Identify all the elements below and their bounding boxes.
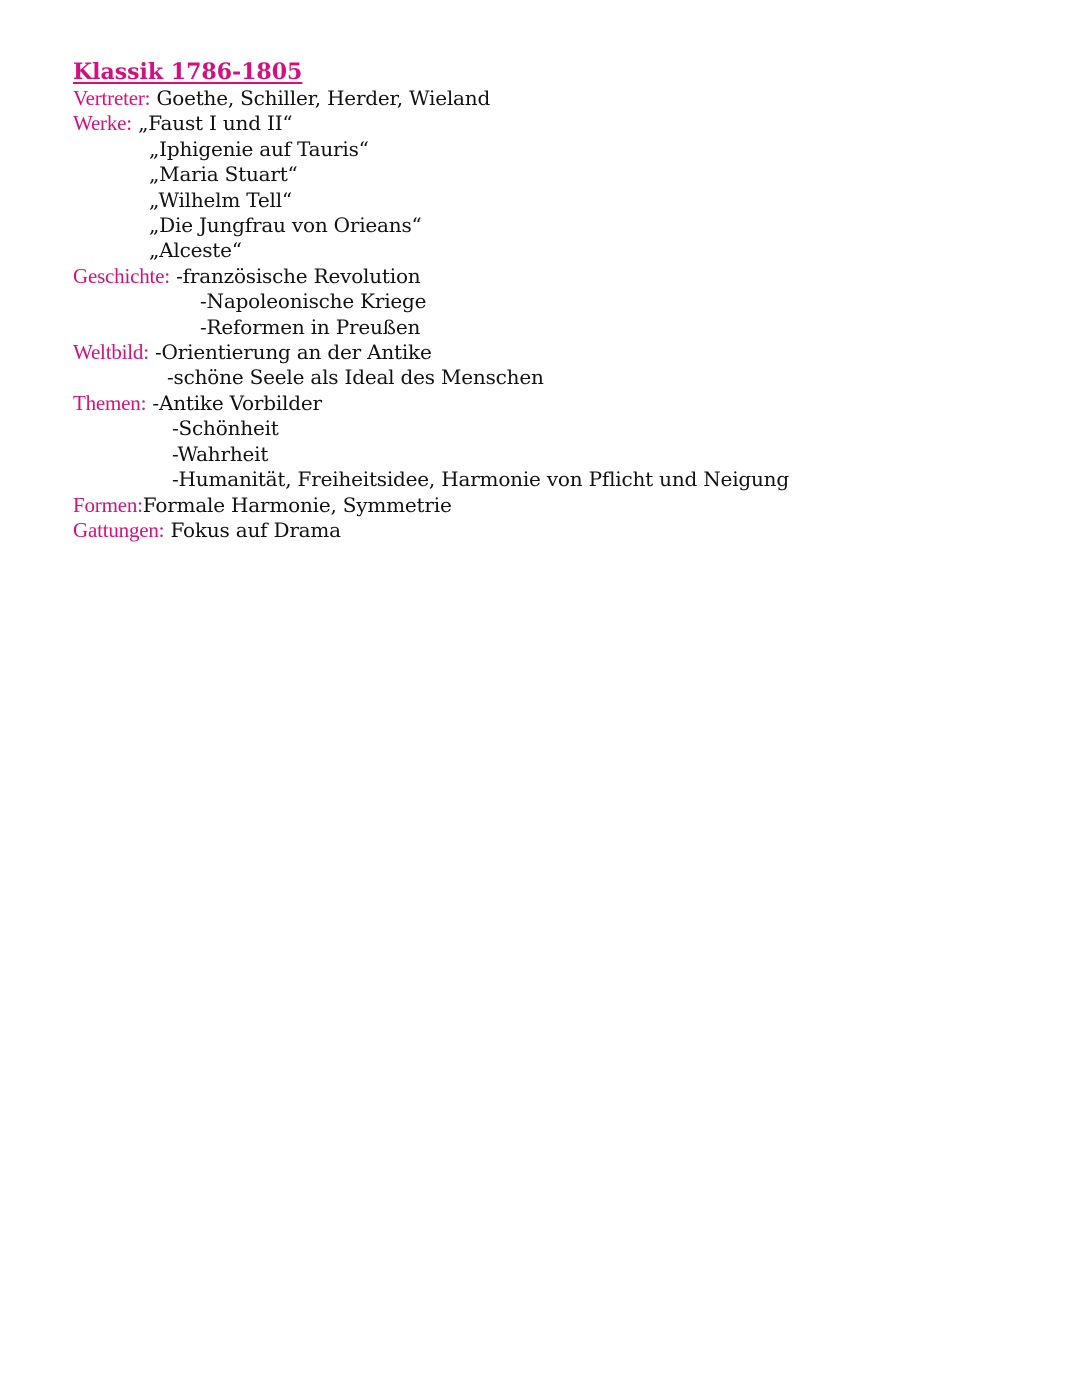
themen-label: Themen: (73, 390, 147, 415)
formen-label: Formen: (73, 492, 143, 517)
weltbild-row (73, 340, 1033, 365)
geschichte-item: -französische Revolution (169, 263, 421, 288)
vertreter-label: Vertreter: (73, 86, 151, 110)
werke-row (73, 111, 1033, 136)
werke-item: „Die Jungfrau von Orieans“ (149, 213, 422, 238)
werke-label: Werke: (73, 111, 132, 136)
geschichte-row (73, 264, 1033, 289)
themen-item: -Humanität, Freiheitsidee, Harmonie von Pflicht und Neigung (172, 467, 789, 492)
themen-row (73, 391, 1033, 416)
geschichte-label: Geschichte: (73, 263, 170, 288)
themen-item: -Wahrheit (172, 441, 269, 466)
gattungen-row (73, 518, 1033, 543)
formen-row (73, 493, 1033, 518)
vertreter-row (73, 86, 1033, 111)
weltbild-item: -schöne Seele als Ideal des Menschen (167, 365, 544, 390)
gattungen-value: Fokus auf Drama (164, 517, 341, 542)
geschichte-item: -Napoleonische Kriege (200, 289, 427, 314)
werke-item: „Faust I und II“ (131, 111, 293, 136)
werke-item: „Iphigenie auf Tauris“ (149, 136, 369, 161)
vertreter-value: Goethe, Schiller, Herder, Wieland (150, 86, 491, 110)
document-page (73, 58, 1033, 543)
werke-item: „Wilhelm Tell“ (149, 187, 292, 212)
geschichte-item: -Reformen in Preußen (200, 314, 421, 339)
themen-item: -Antike Vorbilder (146, 390, 322, 415)
werke-item: „Alceste“ (149, 238, 242, 263)
themen-item: -Schönheit (172, 416, 279, 441)
weltbild-label: Weltbild: (73, 340, 149, 365)
weltbild-item: -Orientierung an der Antike (148, 340, 432, 365)
formen-value: Formale Harmonie, Symmetrie (142, 492, 452, 517)
page-title: Klassik 1786-1805 (73, 59, 303, 85)
werke-item: „Maria Stuart“ (149, 162, 298, 187)
gattungen-label: Gattungen: (73, 517, 165, 542)
